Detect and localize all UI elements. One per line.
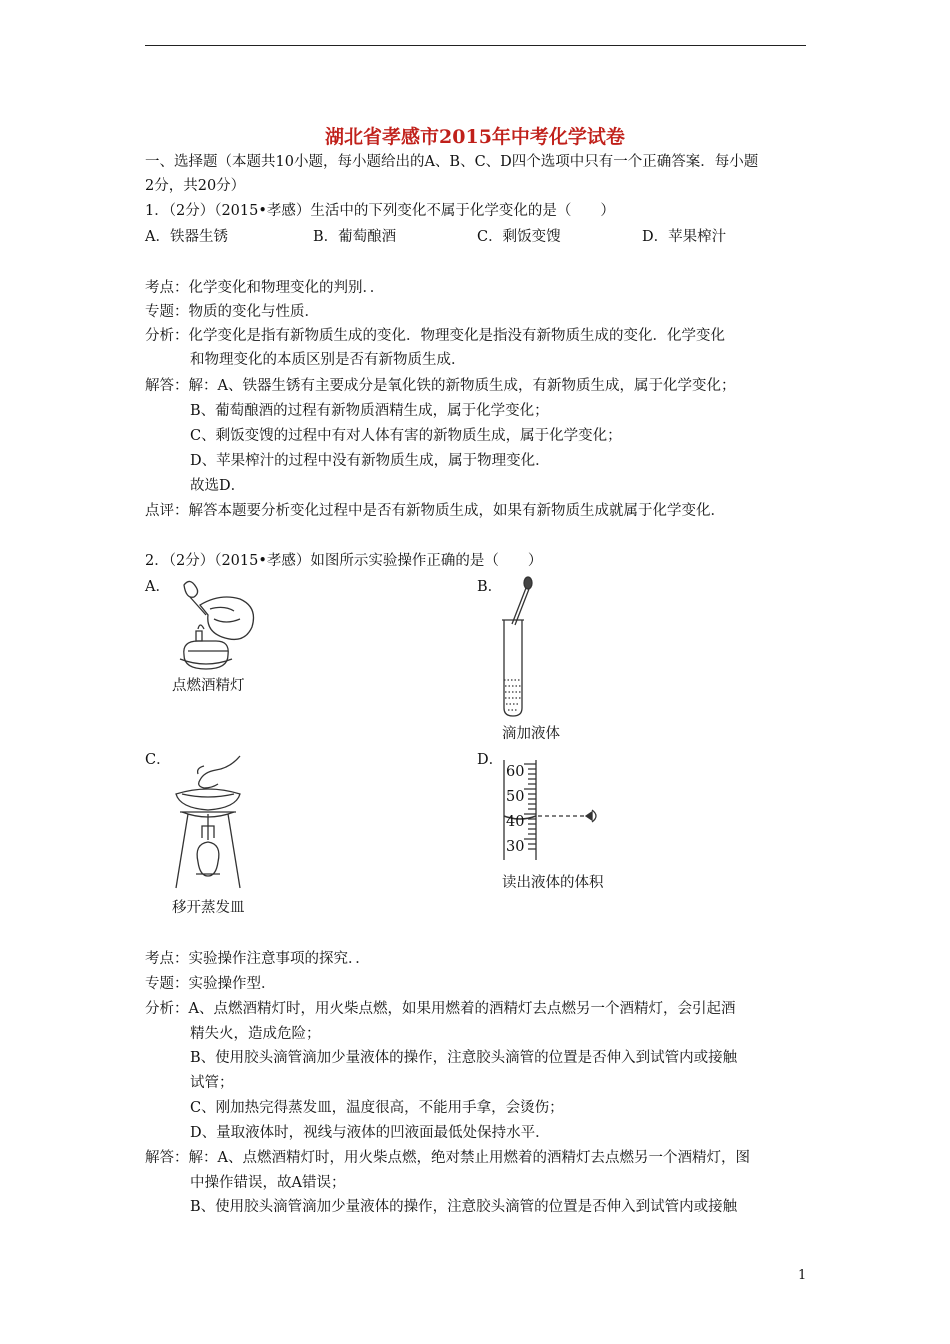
q1-zhuanti: 专题：物质的变化与性质． bbox=[145, 304, 319, 320]
q2-fenxi: 分析：A、点燃酒精灯时，用火柴点燃，如果用燃着的酒精灯去点燃另一个酒精灯，会引起酒 bbox=[145, 1001, 736, 1017]
page-number: 1 bbox=[798, 1268, 807, 1283]
q2-fenxi-b-cont: 试管； bbox=[190, 1075, 234, 1091]
q2-fenxi-a-cont: 精失火，造成危险； bbox=[190, 1026, 321, 1042]
q2-jieda: 解答：解：A、点燃酒精灯时，用火柴点燃，绝对禁止用燃着的酒精灯去点燃另一个酒精灯，图 bbox=[145, 1150, 750, 1166]
q2-fenxi-c: C、刚加热完得蒸发皿，温度很高，不能用手拿，会烫伤； bbox=[190, 1100, 564, 1116]
section-heading-cont: 2分，共20分） bbox=[145, 178, 246, 194]
q2-fig-c-caption: 移开蒸发皿 bbox=[172, 900, 245, 916]
q1-jieda-b: B、葡萄酿酒的过程有新物质酒精生成，属于化学变化； bbox=[190, 403, 549, 419]
q1-jieda: 解答：解：A、铁器生锈有主要成分是氧化铁的新物质生成，有新物质生成，属于化学变化； bbox=[145, 378, 736, 394]
q2-fenxi-b: B、使用胶头滴管滴加少量液体的操作，注意胶头滴管的位置是否伸入到试管内或接触 bbox=[190, 1050, 738, 1066]
q1-option-c: C．剩饭变馊 bbox=[477, 229, 561, 245]
cylinder-tick-30: 30 bbox=[506, 839, 525, 855]
q1-stem: 1．（2分）（2015•孝感）生活中的下列变化不属于化学变化的是（ ） bbox=[145, 203, 615, 219]
q2-fig-a-caption: 点燃酒精灯 bbox=[172, 678, 245, 694]
q1-fenxi-cont: 和物理变化的本质区别是否有新物质生成． bbox=[190, 352, 466, 368]
q2-fig-c-label: C． bbox=[145, 752, 171, 768]
q2-fig-b-caption: 滴加液体 bbox=[502, 726, 560, 742]
q2-jieda-a-cont: 中操作错误，故A错误； bbox=[190, 1175, 346, 1191]
figure-alcohol-lamp bbox=[170, 575, 262, 675]
q1-option-d: D．苹果榨汁 bbox=[642, 229, 727, 245]
section-heading: 一、选择题（本题共10小题，每小题给出的A、B、C、D四个选项中只有一个正确答案．每小题 bbox=[145, 154, 759, 170]
q1-dianping: 点评：解答本题要分析变化过程中是否有新物质生成，如果有新物质生成就属于化学变化． bbox=[145, 503, 725, 519]
cylinder-tick-50: 50 bbox=[506, 789, 525, 805]
cylinder-tick-60: 60 bbox=[506, 764, 525, 780]
q1-kaodian: 考点：化学变化和物理变化的判别．． bbox=[145, 280, 385, 296]
q2-zhuanti: 专题：实验操作型． bbox=[145, 976, 276, 992]
q1-option-a: A．铁器生锈 bbox=[145, 229, 228, 245]
q2-jieda-b: B、使用胶头滴管滴加少量液体的操作，注意胶头滴管的位置是否伸入到试管内或接触 bbox=[190, 1199, 738, 1215]
q2-stem: 2．（2分）（2015•孝感）如图所示实验操作正确的是（ ） bbox=[145, 553, 543, 569]
q2-fig-a-label: A． bbox=[145, 579, 170, 595]
q1-fenxi: 分析：化学变化是指有新物质生成的变化．物理变化是指没有新物质生成的变化．化学变化 bbox=[145, 328, 725, 344]
q2-fig-d-label: D． bbox=[477, 752, 504, 768]
q2-kaodian: 考点：实验操作注意事项的探究．． bbox=[145, 951, 370, 967]
q2-fenxi-d: D、量取液体时，视线与液体的凹液面最低处保持水平． bbox=[190, 1125, 550, 1141]
figure-dropper-test-tube bbox=[498, 572, 538, 720]
q2-fig-d-caption: 读出液体的体积 bbox=[502, 875, 604, 891]
q1-jieda-c: C、剩饭变馊的过程中有对人体有害的新物质生成，属于化学变化； bbox=[190, 428, 622, 444]
q1-answer: 故选D． bbox=[190, 478, 246, 494]
cylinder-tick-40: 40 bbox=[506, 814, 525, 830]
figure-evaporating-dish bbox=[168, 750, 248, 892]
q1-jieda-d: D、苹果榨汁的过程中没有新物质生成，属于物理变化． bbox=[190, 453, 550, 469]
q1-option-b: B．葡萄酿酒 bbox=[313, 229, 397, 245]
page-title: 湖北省孝感市2015年中考化学试卷 bbox=[325, 126, 625, 148]
q2-fig-b-label: B． bbox=[477, 579, 503, 595]
header-rule bbox=[145, 45, 806, 46]
